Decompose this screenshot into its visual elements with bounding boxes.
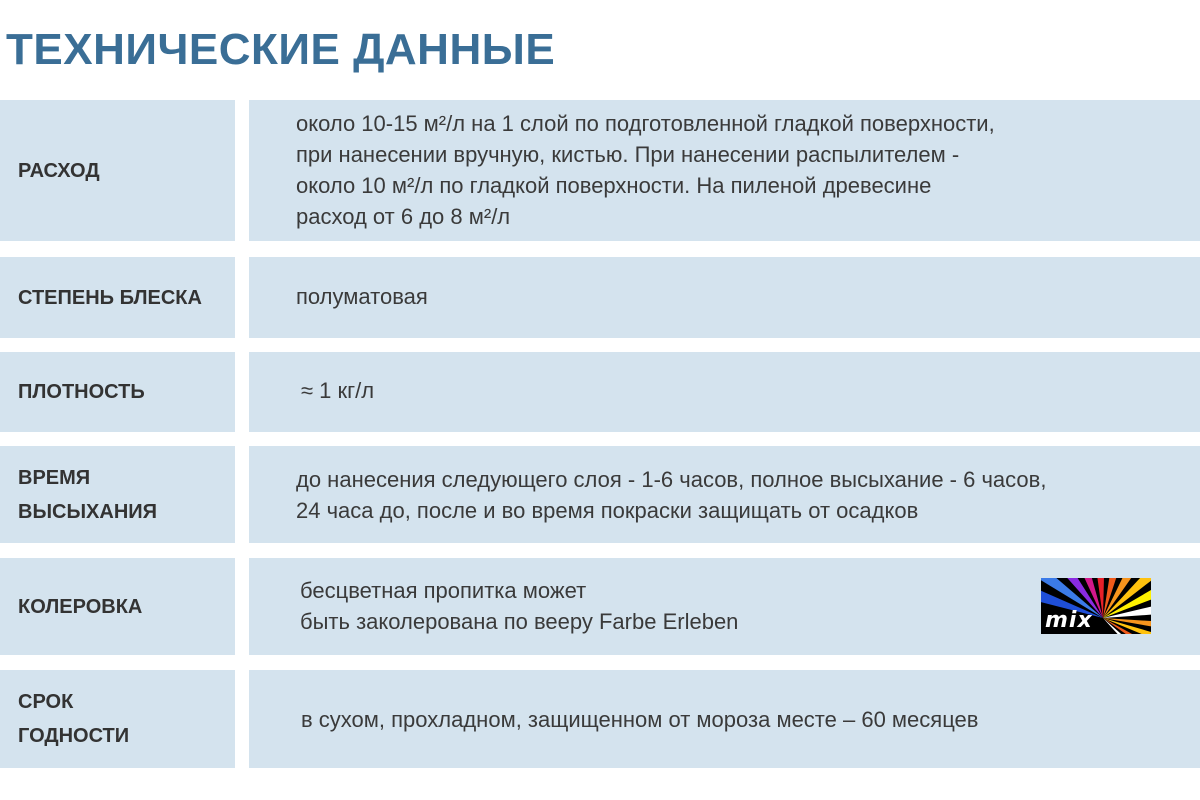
spec-value: до нанесения следующего слоя - 1-6 часов, полное высыхание - 6 часов, 24 часа до, после и во время покраски защищать от осадков — [296, 466, 1047, 523]
spec-value: полуматовая — [296, 284, 428, 309]
spec-value-cell — [249, 352, 1200, 432]
spec-label: СТЕПЕНЬ БЛЕСКА — [18, 286, 202, 309]
spec-value: ≈ 1 кг/л — [301, 377, 375, 403]
spec-value-cell — [249, 558, 1200, 655]
spec-label: ПЛОТНОСТЬ — [18, 381, 145, 403]
spec-label: КОЛЕРОВКА — [18, 595, 143, 618]
page-title: ТЕХНИЧЕСКИЕ ДАННЫЕ — [6, 25, 556, 74]
spec-value: бесцветная пропитка может быть заколерована по вееру Farbe Erleben — [300, 577, 739, 634]
spec-row-density — [0, 352, 1200, 432]
spec-row-shelf-life — [0, 670, 1200, 768]
spec-label-cell — [0, 100, 235, 241]
spec-label: СРОК ГОДНОСТИ — [18, 691, 130, 747]
spec-value-cell — [249, 100, 1200, 241]
spec-label-cell — [0, 446, 235, 543]
mix-logo-text: mix — [1045, 608, 1093, 633]
spec-value-cell — [249, 257, 1200, 338]
spec-row-drying-time — [0, 446, 1200, 543]
spec-label-cell — [0, 352, 235, 432]
spec-label-cell — [0, 257, 235, 338]
spec-label-cell — [0, 558, 235, 655]
spec-label: ВРЕМЯ ВЫСЫХАНИЯ — [18, 466, 158, 523]
spec-row-consumption — [0, 100, 1200, 241]
spec-label-cell — [0, 670, 235, 768]
spec-value-cell — [249, 446, 1200, 543]
mix-color-fan-logo-icon — [1041, 578, 1151, 634]
spec-value: в сухом, прохладном, защищенном от мороза месте – 60 месяцев — [301, 706, 979, 732]
spec-row-gloss — [0, 257, 1200, 338]
spec-row-tinting — [0, 558, 1200, 655]
spec-value: около 10-15 м²/л на 1 слой по подготовленной гладкой поверхности, при нанесении вручную, кистью. При нанесении распылителем - около 10 м²/л по гладкой поверхности. На пиленой древесине расход от 6 до 8 м²/л — [296, 110, 995, 229]
spec-value-cell — [249, 670, 1200, 768]
spec-label: РАСХОД — [18, 159, 100, 182]
